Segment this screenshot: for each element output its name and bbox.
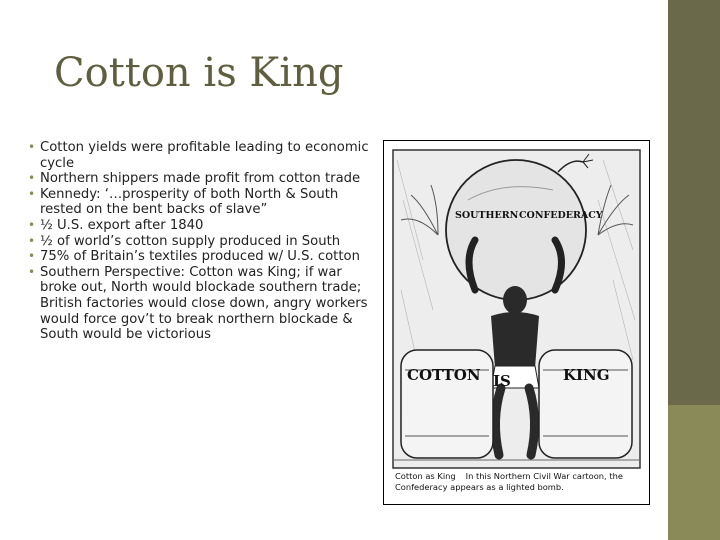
bullet-dot-icon: • <box>28 264 36 279</box>
bullet-item <box>28 140 376 171</box>
bullet-dot-icon: • <box>28 186 36 201</box>
bullet-list <box>28 140 376 343</box>
caption-text: In this Northern Civil War cartoon, the Confederacy appears as a lighted bomb. <box>395 471 623 492</box>
bullet-text: 75% of Britain’s textiles produced w/ U.S. cotton <box>40 249 360 265</box>
slide-title: Cotton is King <box>54 50 344 96</box>
caption-title: Cotton as King <box>395 471 456 481</box>
image-caption <box>395 471 643 493</box>
bomb-label-confederacy: CONFEDERACY <box>519 210 603 221</box>
bullet-item <box>28 171 376 187</box>
bullet-dot-icon: • <box>28 249 36 264</box>
bullet-text: Southern Perspective: Cotton was King; if war broke out, North would blockade southern trade; British factories would close down, angry workers would force gov’t to break northern blockade & South would be victorious <box>40 264 368 343</box>
bullet-dot-icon: • <box>28 217 36 232</box>
bale-label-cotton: COTTON <box>407 366 481 384</box>
bullet-text: Cotton yields were profitable leading to economic cycle <box>40 140 369 171</box>
bullet-dot-icon: • <box>28 171 36 186</box>
bale-label-king: KING <box>563 366 610 384</box>
bullet-text: Kennedy: ‘…prosperity of both North & South rested on the bent backs of slave” <box>40 186 339 218</box>
bullet-item <box>28 187 376 218</box>
cotton-is-king-cartoon <box>383 140 650 505</box>
bomb-label-southern: SOUTHERN <box>455 210 519 221</box>
bullet-dot-icon: • <box>28 233 36 248</box>
bomb-sphere <box>446 160 586 300</box>
bullet-item <box>28 234 376 250</box>
bale-label-is: IS <box>493 372 511 390</box>
bullet-item <box>28 218 376 234</box>
bullet-item <box>28 265 376 343</box>
bullet-text: ½ U.S. export after 1840 <box>40 217 204 233</box>
bullet-item <box>28 249 376 265</box>
sidebar-accent-decoration <box>668 405 720 540</box>
bullet-text: Northern shippers made profit from cotton trade <box>40 171 361 187</box>
bullet-dot-icon: • <box>28 140 36 154</box>
bullet-text: ½ of world’s cotton supply produced in South <box>40 233 341 249</box>
